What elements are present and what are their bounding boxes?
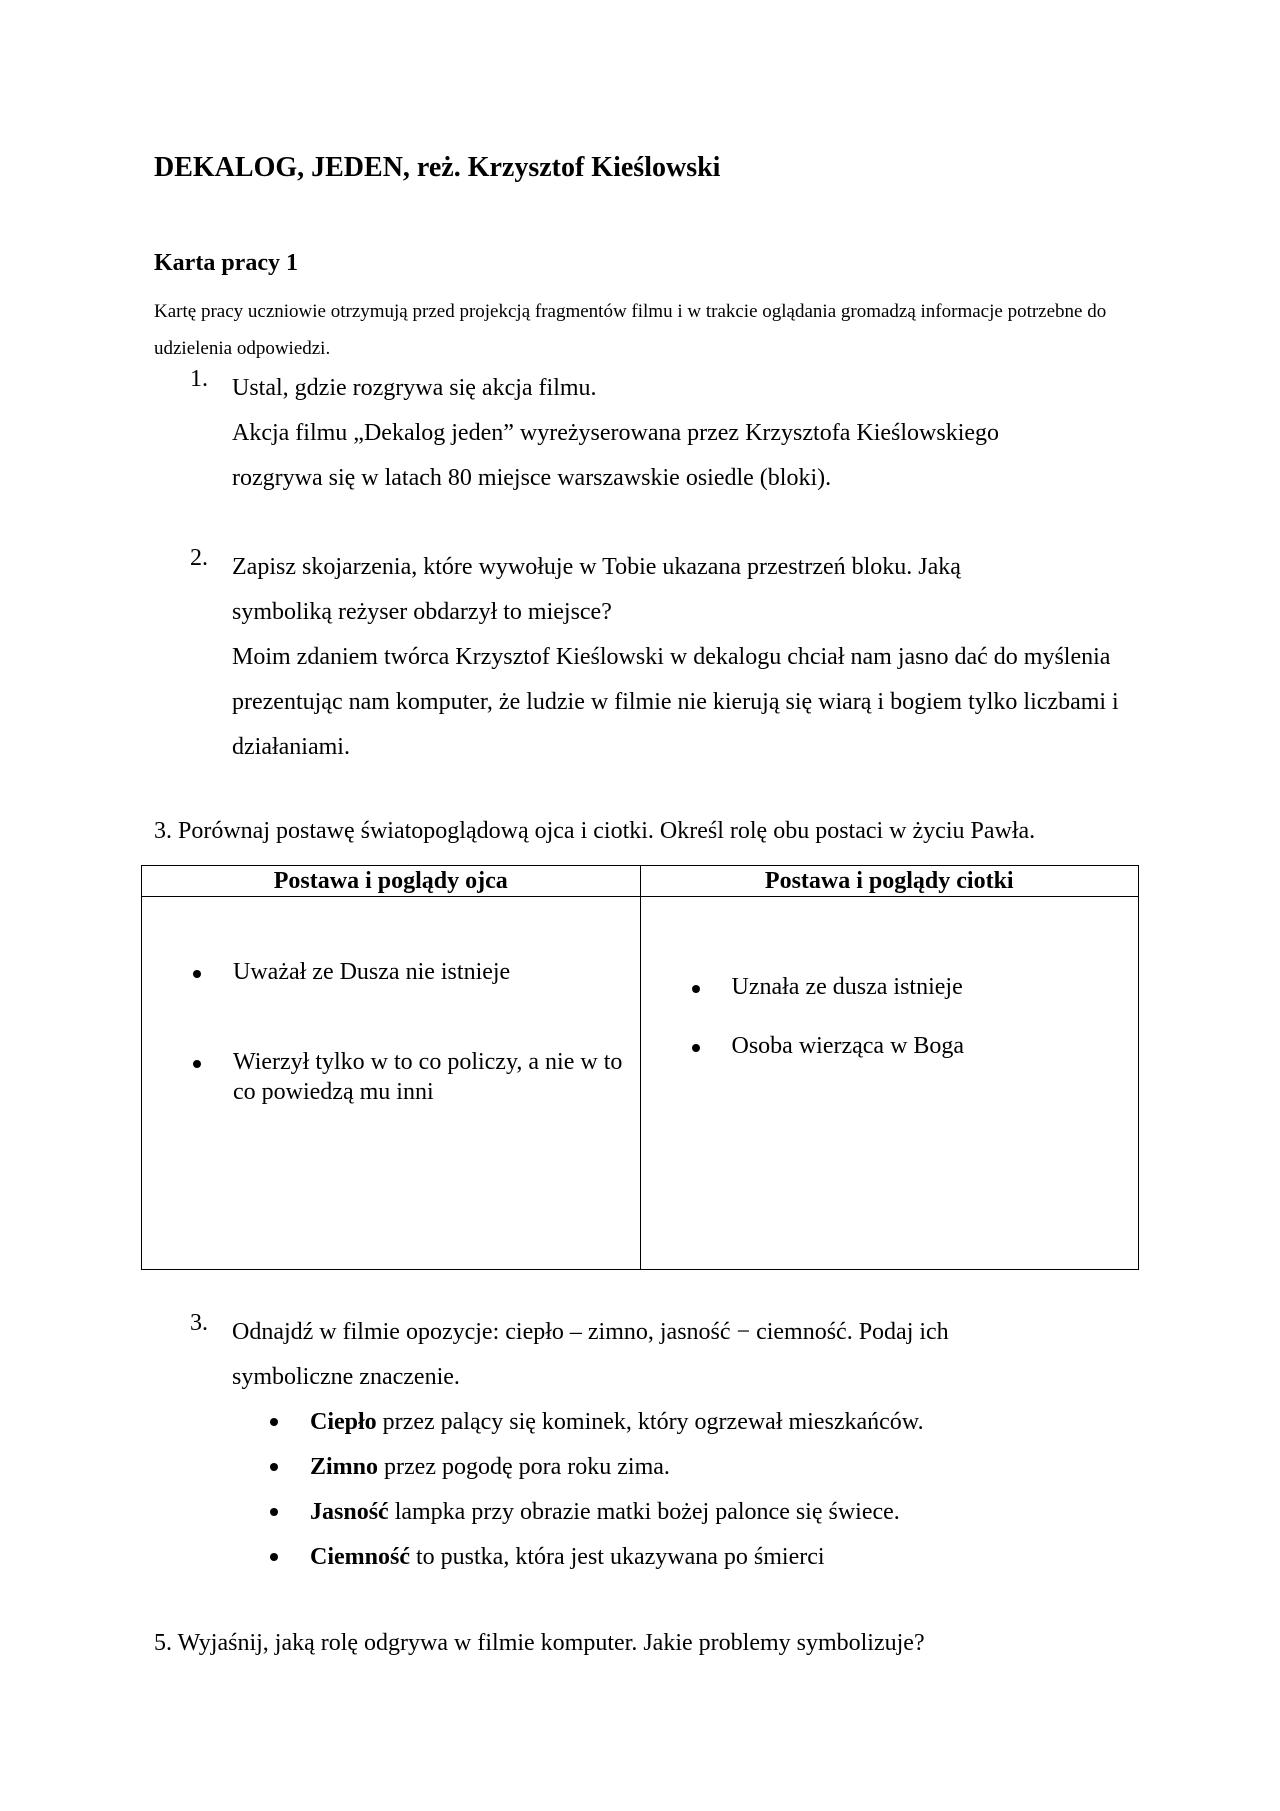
bullet-icon [193,970,201,978]
bullet-icon [193,1060,201,1068]
comparison-table [141,865,1139,1270]
bullet-icon [270,1553,278,1561]
question-number: 2. [190,545,208,571]
question-number: 1. [190,366,208,392]
list-item: Ciemność to pustka, która jest ukazywana po śmierci [310,1544,825,1570]
question-text: Zapisz skojarzenia, które wywołuje w Tobie ukazana przestrzeń bloku. Jaką symboliką reżyser obdarzył to miejsce? [232,554,961,625]
father-cell [142,897,641,1270]
list-item: Uznała ze dusza istnieje [731,974,963,1000]
list-item: Zimno przez pogodę pora roku zima. [310,1454,670,1480]
list-item: Ciepło przez palący się kominek, który ogrzewał mieszkańców. [310,1409,924,1435]
intro-text: Kartę pracy uczniowie otrzymują przed projekcją fragmentów filmu i w trakcie oglądania gromadzą informacje potrzebne do udzielenia odpowiedzi. [154,301,1107,359]
worksheet-subtitle: Karta pracy 1 [154,250,298,276]
answer-text: Akcja filmu „Dekalog jeden” wyreżyserowana przez Krzysztofa Kieślowskiego rozgrywa się w latach 80 miejsce warszawskie osiedle (bloki). [232,420,1000,491]
list-item: Uważał ze Dusza nie istnieje [233,959,511,985]
question-number: 3. [190,1310,208,1336]
question-5: 5. Wyjaśnij, jaką rolę odgrywa w filmie komputer. Jakie problemy symbolizuje? [154,1630,925,1656]
question-text: Ustal, gdzie rozgrywa się akcja filmu. [232,375,597,401]
answer-text: Moim zdaniem twórca Krzysztof Kieślowski w dekalogu chciał nam jasno dać do myślenia prezentując nam komputer, że ludzie w filmie nie kierują się wiarą i bogiem tylko liczbami i działaniami. [232,644,1119,760]
question-text: Odnajdź w filmie opozycje: ciepło – zimno, jasność − ciemność. Podaj ich symboliczne znaczenie. [232,1319,949,1390]
document-title: DEKALOG, JEDEN, reż. Krzysztof Kieślowski [154,152,721,183]
question-3-oppositions [0,1310,1280,1580]
list-item: Jasność lampka przy obrazie matki bożej palonce się świece. [310,1499,900,1525]
list-item: Osoba wierząca w Boga [731,1033,965,1059]
bullet-icon [692,985,700,993]
question-3-comparison: 3. Porównaj postawę światopoglądową ojca i ciotki. Określ rolę obu postaci w życiu Pawła. [154,818,1036,844]
list-item: Wierzył tylko w to co policzy, a nie w to co powiedzą mu inni [233,1049,623,1105]
bullet-icon [270,1418,278,1426]
table-header-father: Postawa i poglądy ojca [142,866,641,897]
aunt-cell [640,897,1139,1270]
bullet-icon [270,1463,278,1471]
bullet-icon [270,1508,278,1516]
table-header-aunt: Postawa i poglądy ciotki [640,866,1139,897]
bullet-icon [692,1044,700,1052]
